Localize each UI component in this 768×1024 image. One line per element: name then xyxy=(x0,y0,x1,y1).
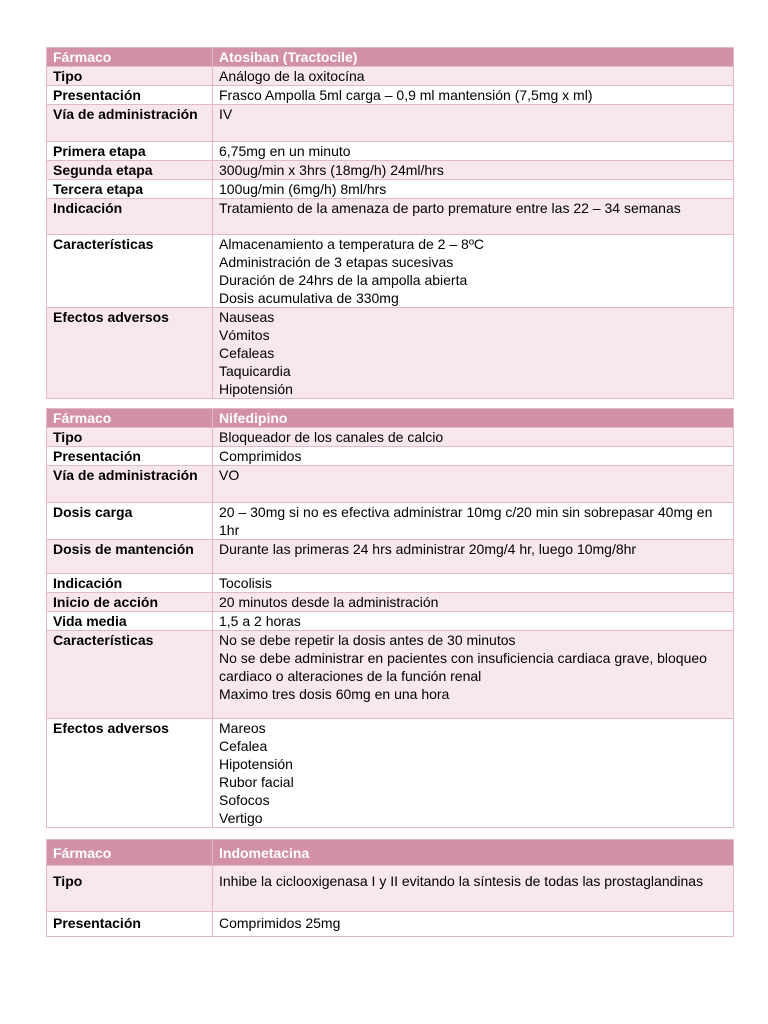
value-line: Cefaleas xyxy=(219,345,275,361)
row-label: Indicación xyxy=(47,574,213,593)
drug-table-nifedipino xyxy=(46,408,734,828)
table-row xyxy=(47,235,734,308)
row-value: Frasco Ampolla 5ml carga – 0,9 ml mantensión (7,5mg x ml) xyxy=(213,86,734,105)
table-row xyxy=(47,86,734,105)
table-row xyxy=(47,67,734,86)
value-line: Hipotensión xyxy=(219,756,293,772)
row-label: Efectos adversos xyxy=(47,719,213,828)
row-label: Vía de administración xyxy=(47,105,213,142)
value-line: Dosis acumulativa de 330mg xyxy=(219,290,399,306)
header-label: Fármaco xyxy=(47,409,213,428)
row-value xyxy=(213,719,734,828)
header-label: Fármaco xyxy=(47,48,213,67)
row-value: Inhibe la ciclooxigenasa I y II evitando la síntesis de todas las prostaglandinas xyxy=(213,866,734,912)
table-header-row xyxy=(47,48,734,67)
drug-table-atosiban xyxy=(46,47,734,399)
table-row xyxy=(47,466,734,503)
value-line: Cefalea xyxy=(219,738,268,754)
table-row xyxy=(47,612,734,631)
drug-name: Nifedipino xyxy=(213,409,734,428)
row-value: Tratamiento de la amenaza de parto premature entre las 22 – 34 semanas xyxy=(213,199,734,235)
row-value: 20 – 30mg si no es efectiva administrar 10mg c/20 min sin sobrepasar 40mg en 1hr xyxy=(213,503,734,540)
row-value: 300ug/min x 3hrs (18mg/h) 24ml/hrs xyxy=(213,161,734,180)
row-value: Durante las primeras 24 hrs administrar 20mg/4 hr, luego 10mg/8hr xyxy=(213,540,734,574)
row-value: 100ug/min (6mg/h) 8ml/hrs xyxy=(213,180,734,199)
drug-table-indometacina xyxy=(46,839,734,937)
table-row xyxy=(47,574,734,593)
row-value: Comprimidos 25mg xyxy=(213,912,734,937)
table-row xyxy=(47,180,734,199)
row-label: Tipo xyxy=(47,866,213,912)
table-row xyxy=(47,428,734,447)
row-label: Presentación xyxy=(47,86,213,105)
value-line: Mareos xyxy=(219,720,266,736)
row-label: Vida media xyxy=(47,612,213,631)
row-value: Tocolisis xyxy=(213,574,734,593)
table-row xyxy=(47,719,734,828)
row-value: Análogo de la oxitocína xyxy=(213,67,734,86)
row-label: Indicación xyxy=(47,199,213,235)
row-label: Efectos adversos xyxy=(47,308,213,399)
row-label: Dosis de mantención xyxy=(47,540,213,574)
row-label: Primera etapa xyxy=(47,142,213,161)
value-line: No se debe repetir la dosis antes de 30 minutos xyxy=(219,632,516,648)
row-value xyxy=(213,631,734,719)
table-row xyxy=(47,161,734,180)
row-label: Dosis carga xyxy=(47,503,213,540)
row-value: Comprimidos xyxy=(213,447,734,466)
value-line: Nauseas xyxy=(219,309,275,325)
table-row xyxy=(47,105,734,142)
row-value xyxy=(213,308,734,399)
row-label: Presentación xyxy=(47,447,213,466)
row-value: 1,5 a 2 horas xyxy=(213,612,734,631)
value-line: Vertigo xyxy=(219,810,263,826)
table-row xyxy=(47,540,734,574)
table-row xyxy=(47,447,734,466)
row-value xyxy=(213,235,734,308)
row-label: Inicio de acción xyxy=(47,593,213,612)
drug-name: Indometacina xyxy=(213,840,734,866)
row-value: 6,75mg en un minuto xyxy=(213,142,734,161)
header-label: Fármaco xyxy=(47,840,213,866)
row-value: Bloqueador de los canales de calcio xyxy=(213,428,734,447)
row-label: Segunda etapa xyxy=(47,161,213,180)
value-line: Hipotensión xyxy=(219,381,293,397)
table-row xyxy=(47,866,734,912)
row-label: Presentación xyxy=(47,912,213,937)
row-value: VO xyxy=(213,466,734,503)
row-value: IV xyxy=(213,105,734,142)
row-label: Tipo xyxy=(47,67,213,86)
row-label: Tercera etapa xyxy=(47,180,213,199)
value-line: Duración de 24hrs de la ampolla abierta xyxy=(219,272,468,288)
table-row xyxy=(47,593,734,612)
value-line: Administración de 3 etapas sucesivas xyxy=(219,254,454,270)
value-line: Vómitos xyxy=(219,327,270,343)
table-header-row xyxy=(47,840,734,866)
row-label: Tipo xyxy=(47,428,213,447)
table-row xyxy=(47,308,734,399)
value-line: Maximo tres dosis 60mg en una hora xyxy=(219,686,450,702)
drug-name: Atosiban (Tractocile) xyxy=(213,48,734,67)
value-line: Sofocos xyxy=(219,792,270,808)
table-row xyxy=(47,503,734,540)
row-value: 20 minutos desde la administración xyxy=(213,593,734,612)
row-label: Características xyxy=(47,631,213,719)
value-line: Taquicardia xyxy=(219,363,291,379)
row-label: Vía de administración xyxy=(47,466,213,503)
row-label: Características xyxy=(47,235,213,308)
table-row xyxy=(47,912,734,937)
table-header-row xyxy=(47,409,734,428)
table-row xyxy=(47,631,734,719)
value-line: Almacenamiento a temperatura de 2 – 8ºC xyxy=(219,236,485,252)
table-row xyxy=(47,199,734,235)
value-line: Rubor facial xyxy=(219,774,294,790)
value-line: No se debe administrar en pacientes con insuficiencia cardiaca grave, bloqueo cardiaco o alteraciones de la función renal xyxy=(219,650,707,684)
table-row xyxy=(47,142,734,161)
